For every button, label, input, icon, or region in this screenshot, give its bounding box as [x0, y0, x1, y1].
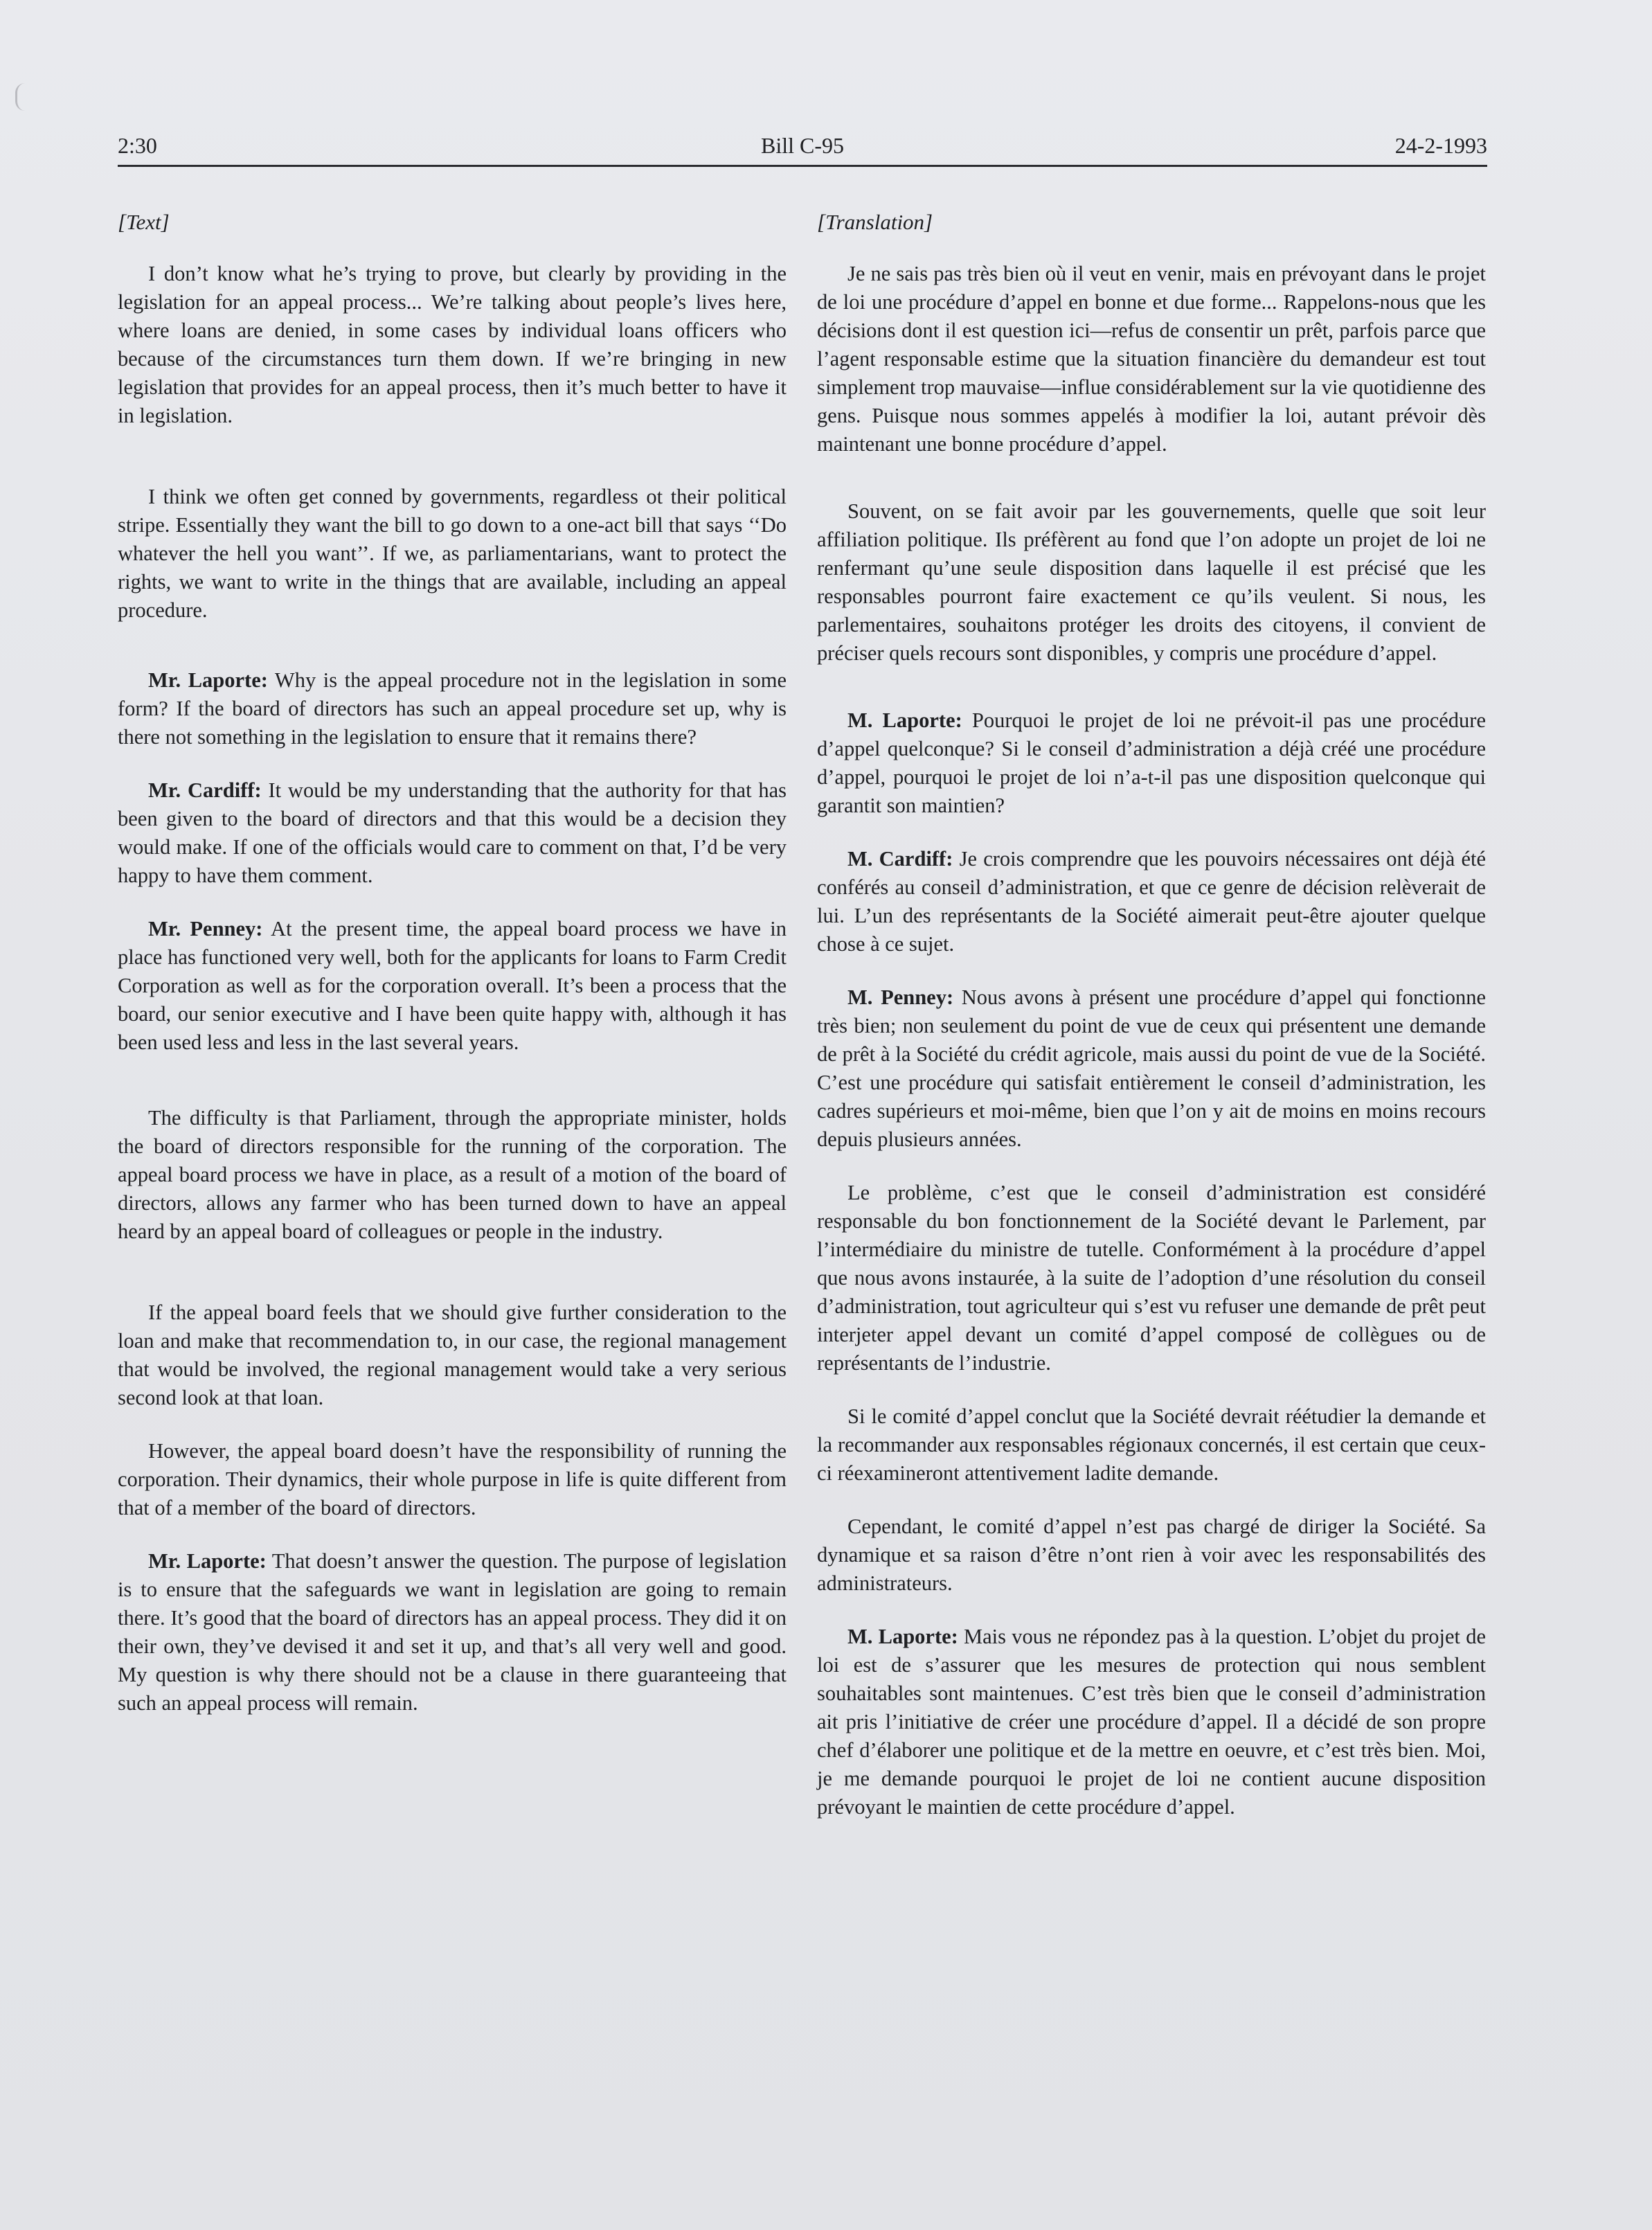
margin-mark — [15, 83, 26, 111]
speaker-name: Mr. Laporte: — [148, 668, 268, 692]
paragraph — [118, 260, 787, 430]
paragraph — [817, 1179, 1486, 1377]
paragraph-text: Why is the appeal procedure not in the legislation in some form? If the board of directors has such an appeal procedure set up, why is there not something in the legislation to ensure that it remains there? — [118, 668, 787, 749]
paragraph-text: Je ne sais pas très bien où il veut en venir, mais en prévoyant dans le projet de loi une procédure d’appel en bonne et due forme... Rappelons-nous que les décisions dont il est question ici—refus de consentir un prêt, parfois parce que l’agent responsable estime que la situation financière du demandeur est tout simplement trop mauvaise—influe considérablement sur la vie quotidienne des gens. Puisque nous sommes appelés à modifier la loi, autant prévoir dès maintenant une bonne procédure d’appel. — [817, 262, 1486, 456]
speaker-name: Mr. Cardiff: — [148, 778, 262, 802]
column-label: [Translation] — [817, 210, 933, 234]
paragraph-text: If the appeal board feels that we should give further consideration to the loan and make that recommendation to, in our case, the regional management that would be involved, the regional management would take a very serious second look at that loan. — [118, 1301, 787, 1409]
english-column — [118, 208, 787, 1718]
paragraph — [817, 1623, 1486, 1821]
speaker-name: M. Cardiff: — [847, 847, 953, 871]
paragraph — [817, 845, 1486, 958]
paragraph-text: However, the appeal board doesn’t have the responsibility of running the corporation. Their dynamics, their whole purpose in life is quite different from that of a member of the board of directors. — [118, 1439, 787, 1519]
paragraph-text: I think we often get conned by governments, regardless ot their political stripe. Essentially they want the bill to go down to a one-act bill that says ‘‘Do whatever the hell you want’’. If we, as parliamentarians, want to protect the rights, we want to write in the things that are available, including an appeal procedure. — [118, 485, 787, 622]
paragraph — [118, 1547, 787, 1718]
paragraph-text: Nous avons à présent une procédure d’appel qui fonctionne très bien; non seulement du point de vue de ceux qui présentent une demande de prêt à la Société du crédit agricole, mais aussi du point de vue de la Société. C’est une procédure qui satisfait entièrement le conseil d’administration, les cadres supérieurs et moi-même, bien que l’on y ait de moins en moins recours depuis plusieurs années. — [817, 985, 1486, 1151]
paragraph-text: Si le comité d’appel conclut que la Société devrait réétudier la demande et la recommander aux responsables régionaux concernés, il est certain que ceux-ci réexamineront attentivement ladite demande. — [817, 1404, 1486, 1485]
paragraph — [817, 706, 1486, 820]
paragraph — [118, 1437, 787, 1522]
paragraph — [817, 1402, 1486, 1488]
speaker-name: Mr. Penney: — [148, 917, 263, 940]
paragraph — [118, 1104, 787, 1246]
paragraph — [118, 776, 787, 890]
paragraph — [817, 1513, 1486, 1598]
french-column — [817, 208, 1486, 1821]
page-number: 2:30 — [118, 133, 157, 158]
paragraph-text: It would be my understanding that the authority for that has been given to the board of directors and that this would be a decision they would make. If one of the officials would care to comment on that, I’d be very happy to have them comment. — [118, 778, 787, 887]
meeting-date: 24-2-1993 — [1394, 133, 1487, 158]
paragraph-text: That doesn’t answer the question. The purpose of legislation is to ensure that the safeguards we want in legislation are going to remain there. It’s good that the board of directors has an appeal process. They did it on their own, they’ve devised it and set it up, and that’s all very well and good. My question is why there should not be a clause in there guaranteeing that such an appeal process will remain. — [118, 1549, 787, 1715]
paragraph-text: Souvent, on se fait avoir par les gouvernements, quelle que soit leur affiliation politique. Ils préfèrent au fond que l’on adopte un projet de loi ne renfermant qu’une seule disposition dans laquelle il est précisé que les responsables pourront faire exactement ce qu’ils veulent. Si nous, les parlementaires, souhaitons protéger les droits des citoyens, il convient de préciser quels recours sont disponibles, y compris une procédure d’appel. — [817, 499, 1486, 665]
paragraph — [118, 666, 787, 751]
paragraph-text: Cependant, le comité d’appel n’est pas chargé de diriger la Société. Sa dynamique et sa raison d’être n’ont rien à voir avec les responsabilités des administrateurs. — [817, 1515, 1486, 1595]
paragraph — [817, 260, 1486, 458]
column-label: [Text] — [118, 210, 170, 234]
paragraph-text: Je crois comprendre que les pouvoirs nécessaires ont déjà été conférés au conseil d’administration, et que ce genre de décision relèverait de lui. L’un des représentants de la Société aimerait peut-être ajouter quelque chose à ce sujet. — [817, 847, 1487, 956]
bill-title: Bill C-95 — [760, 133, 844, 158]
paragraph-text: At the present time, the appeal board process we have in place has functioned very well, both for the applicants for loans to Farm Credit Corporation as well as for the corporation overall. It’s been a process that the board, our senior executive and I have been quite happy with, although it has been used less and less in the last several years. — [118, 917, 787, 1054]
paragraph — [118, 1299, 787, 1412]
speaker-name: Mr. Laporte: — [148, 1549, 267, 1573]
paragraph-text: Mais vous ne répondez pas à la question. L’objet du projet de loi est de s’assurer que les mesures de protection qui nous semblent souhaitables sont maintenues. C’est très bien que le conseil d’administration ait pris l’initiative de créer une procédure d’appel. Il a décidé de son propre chef d’élaborer une politique et de la mettre en oeuvre, et c’est très bien. Moi, je me demande pourquoi le projet de loi ne contient aucune disposition prévoyant le maintien de cette procédure d’appel. — [817, 1625, 1486, 1819]
paragraph-text: Pourquoi le projet de loi ne prévoit-il pas une procédure d’appel quelconque? Si le conseil d’administration a déjà créé une procédure d’appel, pourquoi le projet de loi n’a-t-il pas une disposition quelconque qui garantit son maintien? — [817, 708, 1487, 817]
paragraph-text: The difficulty is that Parliament, through the appropriate minister, holds the board of directors responsible for the running of the corporation. The appeal board process we have in place, as a result of a motion of the board of directors, allows any farmer who has been turned down to have an appeal heard by an appeal board of colleagues or people in the industry. — [118, 1106, 787, 1243]
paragraph-text: Le problème, c’est que le conseil d’administration est considéré responsable du bon fonctionnement de la Société devant le Parlement, par l’intermédiaire du ministre de tutelle. Conformément à la procédure d’appel que nous avons instaurée, à la suite de l’adoption d’une résolution du conseil d’administration, tout agriculteur qui s’est vu refuser une demande de prêt peut interjeter appel devant un comité d’appel composé de collègues ou de représentants de l’industrie. — [817, 1181, 1486, 1375]
speaker-name: M. Laporte: — [847, 1625, 958, 1648]
paragraph — [817, 983, 1486, 1154]
speaker-name: M. Penney: — [847, 985, 954, 1009]
running-head — [118, 130, 1487, 167]
paragraph — [118, 915, 787, 1057]
paragraph — [118, 483, 787, 625]
paragraph — [817, 497, 1486, 668]
paragraph-text: I don’t know what he’s trying to prove, but clearly by providing in the legislation for an appeal process... We’re talking about people’s lives here, where loans are denied, in some cases by individual loans officers who because of the circumstances turn them down. If we’re bringing in new legislation that provides for an appeal process, then it’s much better to have it in legislation. — [118, 262, 787, 427]
speaker-name: M. Laporte: — [847, 708, 962, 732]
